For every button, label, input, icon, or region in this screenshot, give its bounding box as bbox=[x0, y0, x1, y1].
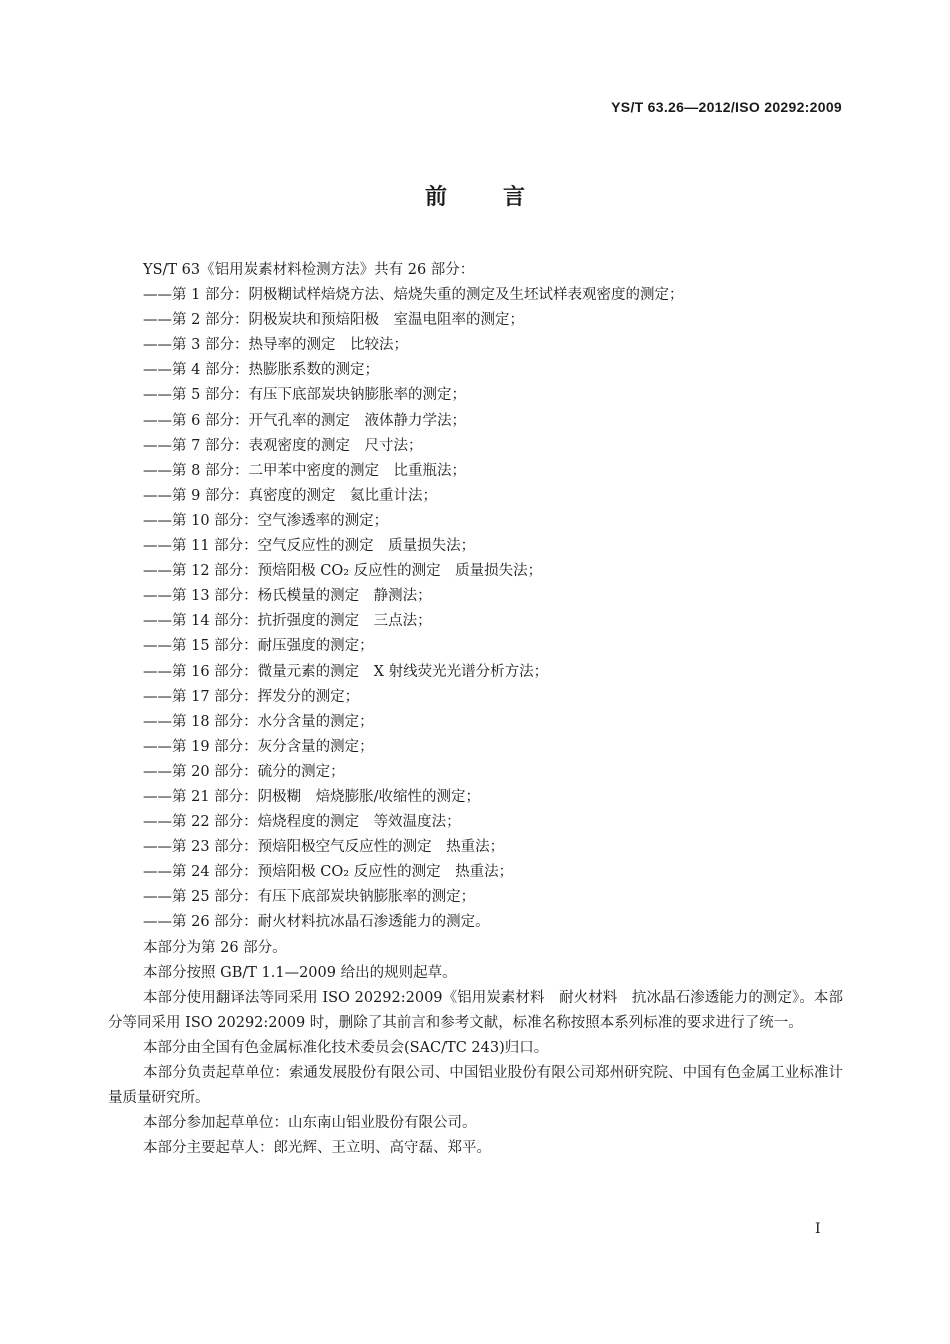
document-code-header: YS/T 63.26—2012/ISO 20292:2009 bbox=[611, 99, 842, 115]
part-list-item: ——第 22 部分：焙烧程度的测定 等效温度法； bbox=[143, 814, 461, 831]
part-list-item: ——第 15 部分：耐压强度的测定； bbox=[143, 638, 374, 655]
part-list-item: ——第 19 部分：灰分含量的测定； bbox=[143, 738, 374, 755]
page-number: I bbox=[815, 1221, 821, 1237]
part-list-item: ——第 3 部分：热导率的测定 比较法； bbox=[143, 337, 408, 354]
part-list-item: ——第 17 部分：挥发分的测定； bbox=[143, 688, 360, 705]
paragraph: 本部分负责起草单位：索通发展股份有限公司、中国铝业股份有限公司郑州研究院、中国有色金属工业标准计量质量研究所。 bbox=[108, 1065, 843, 1107]
document-body bbox=[108, 258, 843, 1161]
title-char: 言 bbox=[503, 184, 526, 210]
part-list-item: ——第 20 部分：硫分的测定； bbox=[143, 763, 345, 780]
paragraphs bbox=[108, 936, 843, 1162]
part-list-item: ——第 23 部分：预焙阳极空气反应性的测定 热重法； bbox=[143, 839, 505, 856]
part-list-item: ——第 26 部分：耐火材料抗冰晶石渗透能力的测定。 bbox=[143, 914, 490, 931]
part-list-item: ——第 5 部分：有压下底部炭块钠膨胀率的测定； bbox=[143, 387, 466, 404]
title-char: 前 bbox=[424, 184, 447, 210]
part-list-item: ——第 16 部分：微量元素的测定 X 射线荧光光谱分析方法； bbox=[143, 663, 549, 680]
part-list-item: ——第 6 部分：开气孔率的测定 液体静力学法； bbox=[143, 412, 466, 429]
paragraph: 本部分按照 GB/T 1.1—2009 给出的规则起草。 bbox=[143, 964, 457, 981]
part-list-item: ——第 12 部分：预焙阳极 CO₂ 反应性的测定 质量损失法； bbox=[143, 563, 543, 580]
part-list-item: ——第 4 部分：热膨胀系数的测定； bbox=[143, 362, 379, 379]
parts-list bbox=[108, 283, 843, 935]
paragraph: 本部分使用翻译法等同采用 ISO 20292:2009《铝用炭素材料 耐火材料 抗冰晶石渗透能力的测定》。本部分等同采用 ISO 20292:2009 时，删除了其前言和参考文献，标准名称按照本系列标准的要求进行了统一。 bbox=[108, 989, 843, 1031]
part-list-item: ——第 7 部分：表观密度的测定 尺寸法； bbox=[143, 437, 423, 454]
part-list-item: ——第 13 部分：杨氏模量的测定 静测法； bbox=[143, 588, 432, 605]
part-list-item: ——第 1 部分：阴极糊试样焙烧方法、焙烧失重的测定及生坯试样表观密度的测定； bbox=[143, 287, 684, 304]
paragraph: 本部分为第 26 部分。 bbox=[143, 939, 287, 956]
paragraph: 本部分参加起草单位：山东南山铝业股份有限公司。 bbox=[143, 1115, 477, 1132]
part-list-item: ——第 21 部分：阴极糊 焙烧膨胀/收缩性的测定； bbox=[143, 788, 481, 805]
part-list-item: ——第 25 部分：有压下底部炭块钠膨胀率的测定； bbox=[143, 889, 476, 906]
part-list-item: ——第 2 部分：阴极炭块和预焙阳极 室温电阻率的测定； bbox=[143, 312, 524, 329]
part-list-item: ——第 9 部分：真密度的测定 氦比重计法； bbox=[143, 487, 437, 504]
part-list-item: ——第 11 部分：空气反应性的测定 质量损失法； bbox=[143, 538, 476, 555]
paragraph: 本部分由全国有色金属标准化技术委员会(SAC/TC 243)归口。 bbox=[143, 1039, 549, 1056]
part-list-item: ——第 24 部分：预焙阳极 CO₂ 反应性的测定 热重法； bbox=[143, 864, 514, 881]
paragraph: 本部分主要起草人：郎光辉、王立明、高守磊、郑平。 bbox=[143, 1140, 491, 1157]
part-list-item: ——第 18 部分：水分含量的测定； bbox=[143, 713, 374, 730]
intro-paragraph: YS/T 63《铝用炭素材料检测方法》共有 26 部分： bbox=[143, 262, 475, 278]
part-list-item: ——第 14 部分：抗折强度的测定 三点法； bbox=[143, 613, 432, 630]
page-title bbox=[0, 180, 950, 211]
part-list-item: ——第 8 部分：二甲苯中密度的测定 比重瓶法； bbox=[143, 462, 466, 479]
part-list-item: ——第 10 部分：空气渗透率的测定； bbox=[143, 512, 389, 529]
